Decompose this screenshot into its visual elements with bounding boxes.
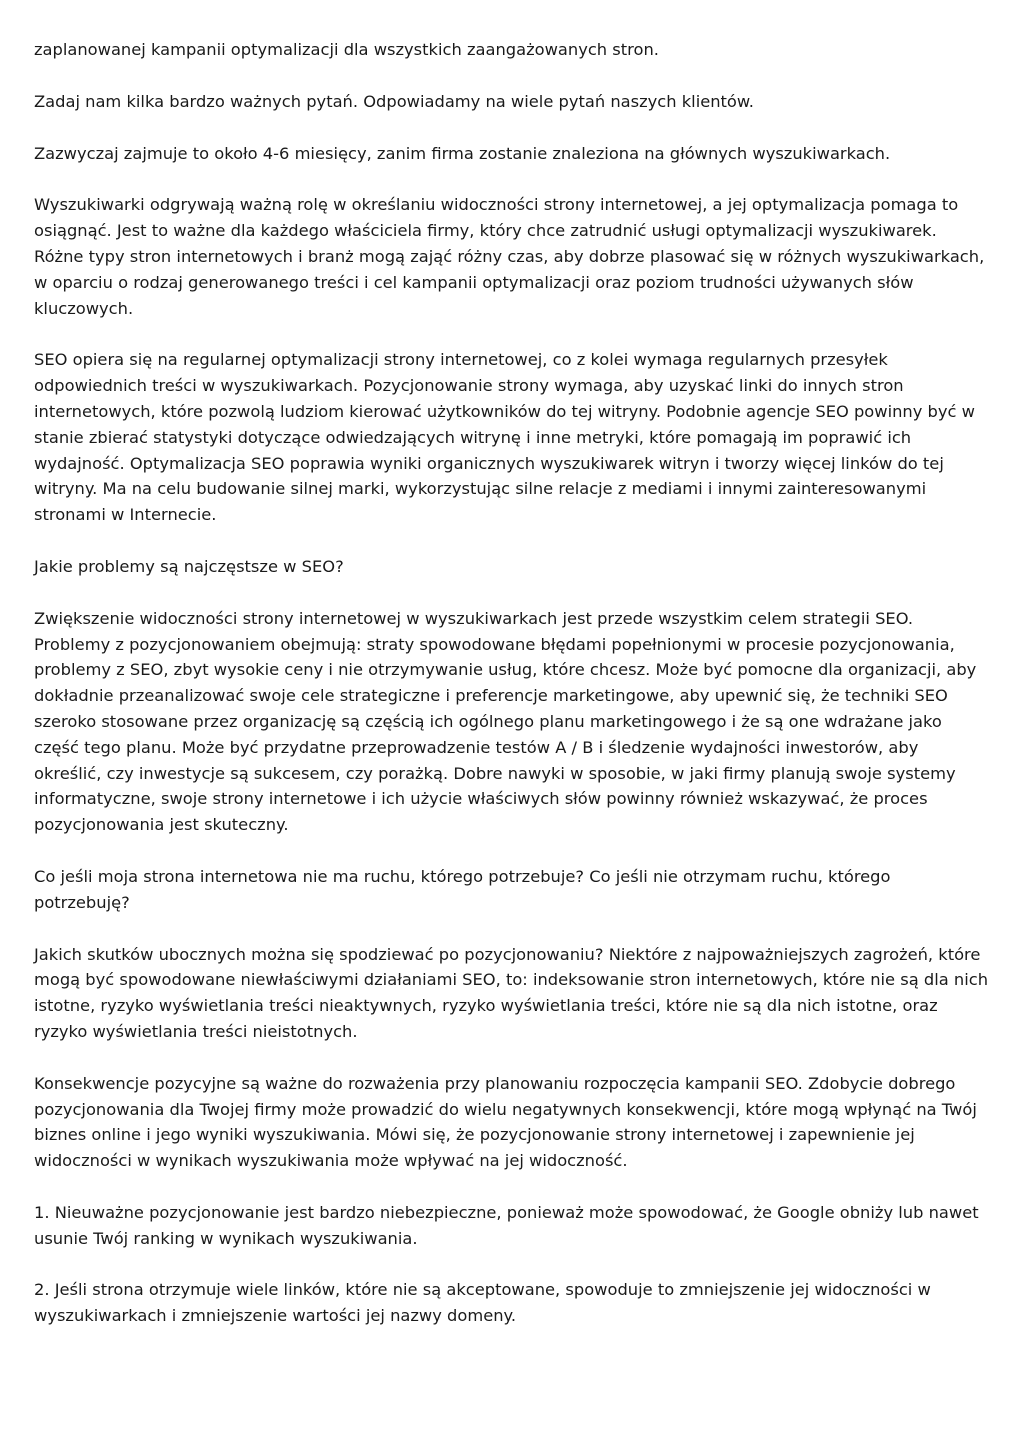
paragraph-timeframe: Zazwyczaj zajmuje to około 4-6 miesięcy, zanim firma zostanie znaleziona na głównych wyszukiwarkach. bbox=[34, 143, 891, 163]
paragraph-visibility-problems: Zwiększenie widoczności strony internetowej w wyszukiwarkach jest przede wszystkim celem strategii SEO. Problemy z pozycjonowaniem obejmują: straty spowodowane błędami popełnionymi w procesie pozycjonowania, problemy z SEO, zbyt wysokie ceny i nie otrzymywanie usług, które chcesz. Może być pomocne dla organizacji, aby dokładnie przeanalizować swoje cele strategiczne i preferencje marketingowe, aby upewnić się, że techniki SEO szeroko stosowane przez organizację są częścią ich ogólnego planu marketingowego i że są one wdrażane jako część tego planu. Może być przydatne przeprowadzenie testów A / B i śledzenie wydajności inwestorów, aby określić, czy inwestycje są sukcesem, czy porażką. Dobre nawyki w sposobie, w jaki firmy planują swoje systemy informatyczne, swoje strony internetowe i ich użycie właściwych słów powinny również wskazywać, że proces pozycjonowania jest skuteczny. bbox=[34, 608, 977, 835]
question-common-problems: Jakie problemy są najczęstsze w SEO? bbox=[34, 556, 344, 576]
paragraph-search-engines-role: Wyszukiwarki odgrywają ważną rolę w określaniu widoczności strony internetowej, a jej optymalizacja pomaga to osiągnąć. Jest to ważne dla każdego właściciela firmy, który chce zatrudnić usługi optymalizacji wyszukiwarek. Różne typy stron internetowych i branż mogą zająć różny czas, aby dobrze plasować się w różnych wyszukiwarkach, w oparciu o rodzaj generowanego treści i cel kampanii optymalizacji oraz poziom trudności używanych słów kluczowych. bbox=[34, 195, 985, 318]
document-page bbox=[34, 37, 988, 1355]
question-no-traffic: Co jeśli moja strona internetowa nie ma ruchu, którego potrzebuje? Co jeśli nie otrzymam ruchu, którego potrzebuję? bbox=[34, 866, 891, 912]
paragraph-side-effects: Jakich skutków ubocznych można się spodziewać po pozycjonowaniu? Niektóre z najpoważniejszych zagrożeń, które mogą być spowodowane niewłaściwymi działaniami SEO, to: indeksowanie stron internetowych, które nie są dla nich istotne, ryzyko wyświetlania treści nieaktywnych, ryzyko wyświetlania treści, które nie są dla nich istotne, oraz ryzyko wyświetlania treści nieistotnych. bbox=[34, 944, 989, 1041]
paragraph-continuation: zaplanowanej kampanii optymalizacji dla wszystkich zaangażowanych stron. bbox=[34, 40, 659, 59]
paragraph-consequences: Konsekwencje pozycyjne są ważne do rozważenia przy planowaniu rozpoczęcia kampanii SEO. Zdobycie dobrego pozycjonowania dla Twojej firmy może prowadzić do wielu negatywnych konsekwencji, które mogą wpłynąć na Twój biznes online i jego wyniki wyszukiwania. Mówi się, że pozycjonowanie strony internetowej i zapewnienie jej widoczności w wynikach wyszukiwania może wpływać na jej widoczność. bbox=[34, 1073, 977, 1171]
paragraph-ask-questions: Zadaj nam kilka bardzo ważnych pytań. Odpowiadamy na wiele pytań naszych klientów. bbox=[34, 91, 754, 111]
paragraph-seo-basics: SEO opiera się na regularnej optymalizacji strony internetowej, co z kolei wymaga regularnych przesyłek odpowiednich treści w wyszukiwarkach. Pozycjonowanie strony wymaga, aby uzyskać linki do innych stron internetowych, które pozwolą ludziom kierować użytkowników do tej witryny. Podobnie agencje SEO powinny być w stanie zbierać statystyki dotyczące odwiedzających witrynę i inne metryki, które pomagają im poprawić ich wydajność. Optymalizacja SEO poprawia wyniki organicznych wyszukiwarek witryn i tworzy więcej linków do tej witryny. Ma na celu budowanie silnej marki, wykorzystując silne relacje z mediami i innymi zainteresowanymi stronami w Internecie. bbox=[34, 350, 975, 525]
list-item-2: 2. Jeśli strona otrzymuje wiele linków, które nie są akceptowane, spowoduje to zmniejszenie jej widoczności w wyszukiwarkach i zmniejszenie wartości jej nazwy domeny. bbox=[34, 1280, 931, 1326]
list-item-1: 1. Nieuważne pozycjonowanie jest bardzo niebezpieczne, ponieważ może spowodować, że Google obniży lub nawet usunie Twój ranking w wynikach wyszukiwania. bbox=[34, 1202, 979, 1248]
